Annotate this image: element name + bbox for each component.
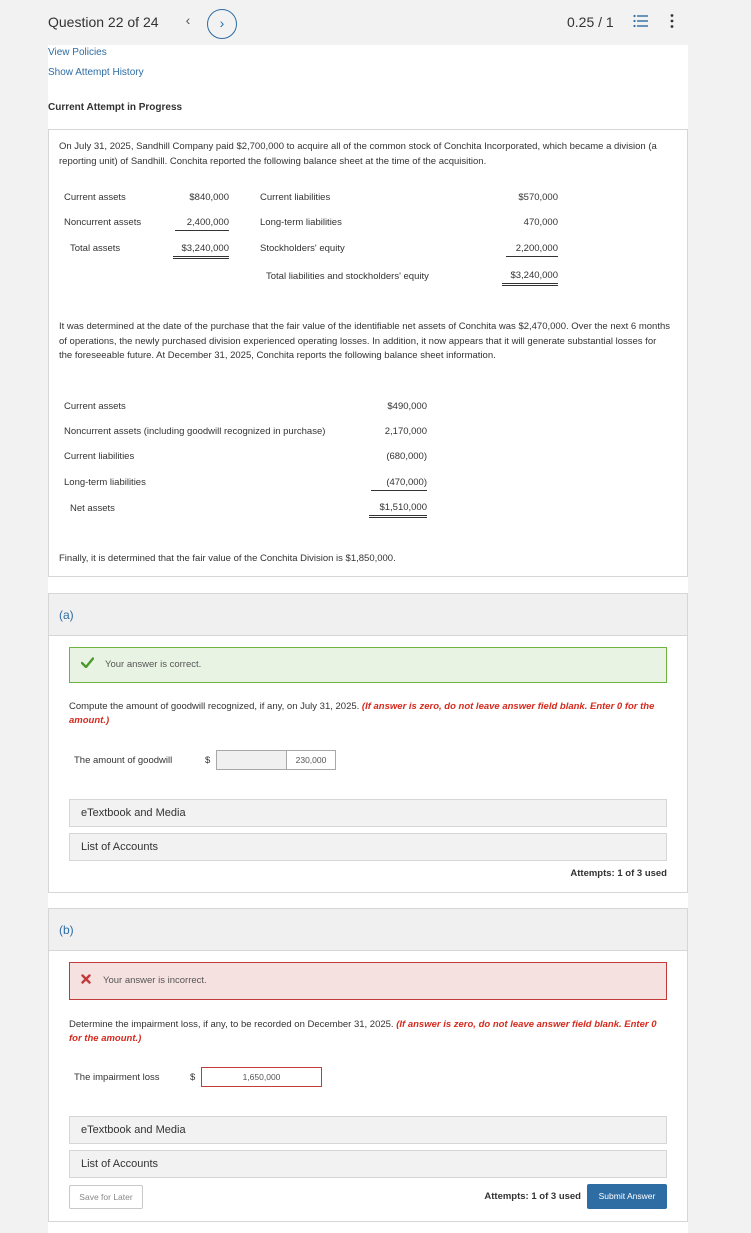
bs2-net-assets-value: $1,510,000	[369, 502, 427, 518]
submit-answer-button[interactable]: Submit Answer	[587, 1184, 667, 1209]
goodwill-input[interactable]: 230,000	[286, 750, 336, 770]
bs1-total-le-value: $3,240,000	[502, 270, 558, 286]
part-a-label: (a)	[59, 608, 74, 622]
bs2-current-assets-label: Current assets	[64, 401, 126, 412]
question-list-icon[interactable]	[633, 14, 649, 28]
part-a-list-of-accounts-button[interactable]: List of Accounts	[69, 833, 667, 861]
part-b-instruction-note: (If answer is zero, do not leave answer field blank. Enter 0 for the amount.)	[69, 1019, 657, 1044]
current-attempt-heading: Current Attempt in Progress	[48, 102, 183, 113]
right-margin	[688, 45, 751, 1233]
bs1-noncurrent-assets-value: 2,400,000	[175, 217, 229, 231]
bs1-noncurrent-assets-label: Noncurrent assets	[64, 217, 142, 228]
bs1-current-assets-value: $840,000	[189, 192, 229, 203]
check-icon	[81, 657, 94, 668]
show-attempt-history-link[interactable]: Show Attempt History	[48, 67, 144, 78]
part-a-header	[49, 594, 687, 636]
goodwill-currency: $	[205, 755, 211, 766]
bs2-long-term-liabilities-label: Long-term liabilities	[64, 477, 146, 488]
bs2-current-assets-value: $490,000	[387, 401, 427, 412]
question-final: Finally, it is determined that the fair value of the Conchita Division is $1,850,000.	[59, 553, 396, 564]
bs1-stockholders-equity-value: 2,200,000	[506, 243, 558, 257]
incorrect-feedback-text: Your answer is incorrect.	[103, 975, 207, 986]
part-b-instruction-text: Determine the impairment loss, if any, to be recorded on December 31, 2025.	[69, 1019, 394, 1030]
part-b-list-of-accounts-button[interactable]: List of Accounts	[69, 1150, 667, 1178]
impairment-loss-input[interactable]: 1,650,000	[201, 1067, 322, 1087]
bs2-noncurrent-assets-value: 2,170,000	[384, 426, 427, 437]
impairment-loss-currency: $	[190, 1072, 196, 1083]
part-b-header	[49, 909, 687, 951]
bs1-long-term-liabilities-label: Long-term liabilities	[260, 217, 342, 228]
question-intro: On July 31, 2025, Sandhill Company paid $2,700,000 to acquire all of the common stock of Conchita Incorporated, which became a division (a reporting unit) of Sandhill. Conchita reported the following balance sheet at the time of the acquisition.	[59, 141, 657, 167]
bs2-net-assets-label: Net assets	[70, 503, 115, 514]
bs1-current-assets-label: Current assets	[64, 192, 126, 203]
previous-question-button[interactable]: ‹	[185, 12, 191, 28]
bs2-current-liabilities-label: Current liabilities	[64, 451, 135, 462]
question-counter: Question 22 of 24	[48, 14, 159, 30]
bs1-current-liabilities-label: Current liabilities	[260, 192, 331, 203]
bs1-current-liabilities-value: $570,000	[518, 192, 558, 203]
next-question-button[interactable]: ›	[207, 9, 237, 39]
bs2-noncurrent-assets-label: Noncurrent assets (including goodwill recognized in purchase)	[64, 426, 326, 437]
impairment-loss-label: The impairment loss	[74, 1072, 160, 1083]
bs2-current-liabilities-value: (680,000)	[386, 451, 427, 462]
bs1-total-le-label: Total liabilities and stockholders' equity	[266, 271, 429, 282]
view-policies-link[interactable]: View Policies	[48, 47, 107, 58]
x-icon	[81, 974, 91, 984]
left-margin	[0, 45, 48, 1233]
bs2-long-term-liabilities-value: (470,000)	[371, 477, 427, 491]
question-middle: It was determined at the date of the purchase that the fair value of the identifiable net assets of Conchita was $2,470,000. Over the next 6 months of operations, the newly purchased division experienced operating losses. In addition, it now appears that it will generate substantial losses for the foreseeable future. At December 31, 2025, Conchita reports the following balance sheet information.	[59, 321, 671, 361]
part-a-instruction	[69, 700, 669, 727]
more-options-icon[interactable]	[667, 13, 677, 29]
part-b-etextbook-button[interactable]: eTextbook and Media	[69, 1116, 667, 1144]
bs1-total-assets-label: Total assets	[70, 243, 121, 254]
part-a-etextbook-button[interactable]: eTextbook and Media	[69, 799, 667, 827]
part-b-label: (b)	[59, 923, 74, 937]
part-b-attempts: Attempts: 1 of 3 used	[484, 1191, 581, 1202]
bs1-long-term-liabilities-value: 470,000	[523, 217, 558, 228]
score: 0.25 / 1	[567, 14, 614, 30]
correct-feedback-text: Your answer is correct.	[105, 659, 202, 670]
goodwill-label: The amount of goodwill	[74, 755, 173, 766]
save-for-later-button[interactable]: Save for Later	[69, 1185, 143, 1209]
part-b-instruction	[69, 1018, 669, 1045]
part-a-instruction-note: (If answer is zero, do not leave answer field blank. Enter 0 for the amount.)	[69, 701, 655, 726]
part-a-attempts: Attempts: 1 of 3 used	[570, 868, 667, 879]
bs1-stockholders-equity-label: Stockholders' equity	[260, 243, 345, 254]
part-a-instruction-text: Compute the amount of goodwill recognized, if any, on July 31, 2025.	[69, 701, 360, 712]
bs1-total-assets-value: $3,240,000	[173, 243, 229, 259]
